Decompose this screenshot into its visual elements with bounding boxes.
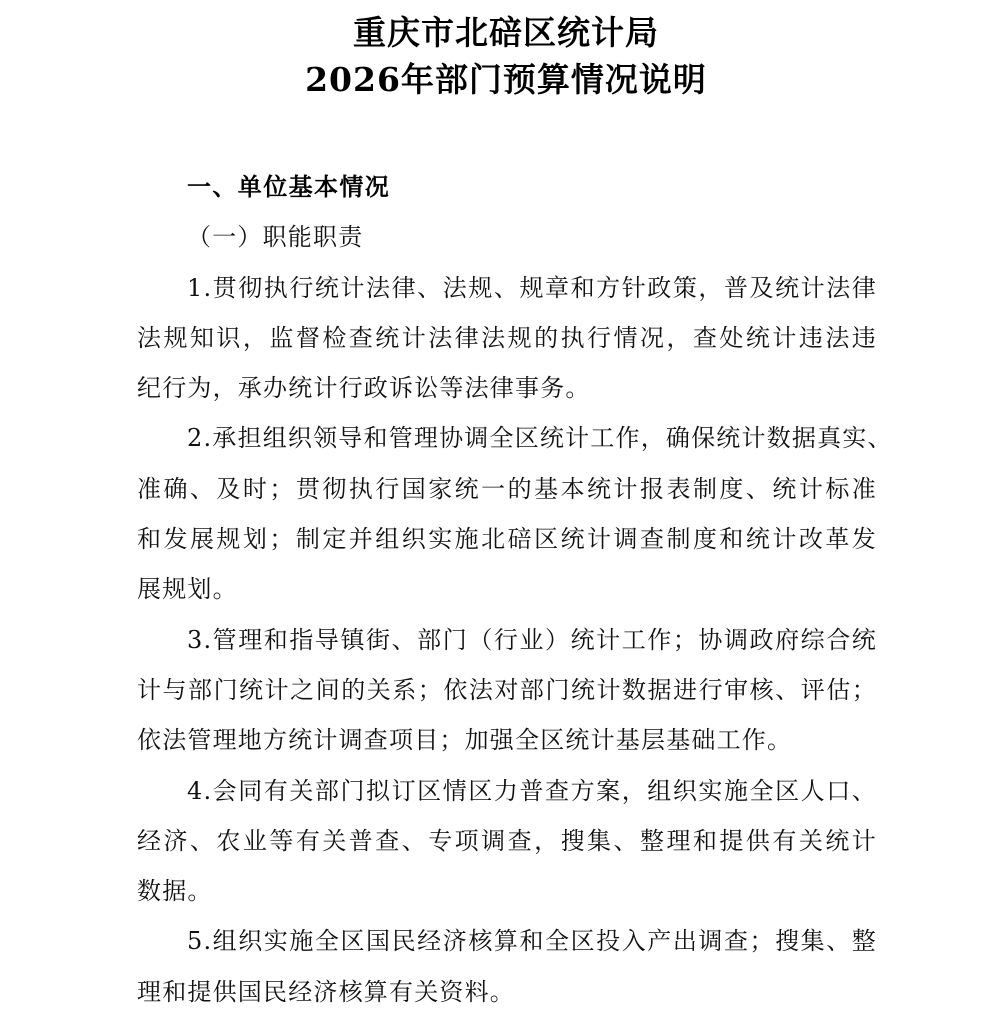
- text-line: 1.贯彻执行统计法律、法规、规章和方针政策，普及统计法律: [187, 273, 877, 302]
- text-line: 展规划。: [137, 575, 238, 604]
- text-line: 准确、及时；贯彻执行国家统一的基本统计报表制度、统计标准: [137, 474, 877, 503]
- duty-item-2: [0, 413, 1000, 614]
- text-line: 2.承担组织领导和管理协调全区统计工作，确保统计数据真实、: [187, 424, 893, 453]
- section-heading: 一、单位基本情况: [187, 173, 391, 201]
- duty-item-4: [0, 766, 1000, 917]
- text-line: 依法管理地方统计调查项目；加强全区统计基层基础工作。: [137, 726, 793, 755]
- text-line: 经济、农业等有关普查、专项调查，搜集、整理和提供有关统计: [137, 826, 877, 855]
- text-line: 和发展规划；制定并组织实施北碚区统计调查制度和统计改革发: [137, 525, 877, 554]
- document-body: [0, 162, 1000, 1017]
- text-line: 5.组织实施全区国民经济核算和全区投入产出调查；搜集、整: [187, 927, 877, 956]
- text-line: 纪行为，承办统计行政诉讼等法律事务。: [137, 374, 591, 403]
- text-line: 法规知识，监督检查统计法律法规的执行情况，查处统计违法违: [137, 323, 877, 352]
- duty-item-3: [0, 615, 1000, 766]
- text-line: 3.管理和指导镇街、部门（行业）统计工作；协调政府综合统: [187, 625, 877, 654]
- text-line: 理和提供国民经济核算有关资料。: [137, 977, 515, 1006]
- duty-item-1: [0, 263, 1000, 414]
- document-title: 重庆市北碚区统计局: [353, 13, 659, 52]
- subsection-heading: （一）职能职责: [187, 223, 364, 252]
- document-subtitle: 2026年部门预算情况说明: [305, 60, 707, 99]
- duty-item-5: [0, 916, 1000, 1017]
- text-line: 计与部门统计之间的关系；依法对部门统计数据进行审核、评估；: [137, 675, 877, 704]
- text-line: 数据。: [137, 877, 213, 906]
- text-line: 4.会同有关部门拟订区情区力普查方案，组织实施全区人口、: [187, 776, 877, 805]
